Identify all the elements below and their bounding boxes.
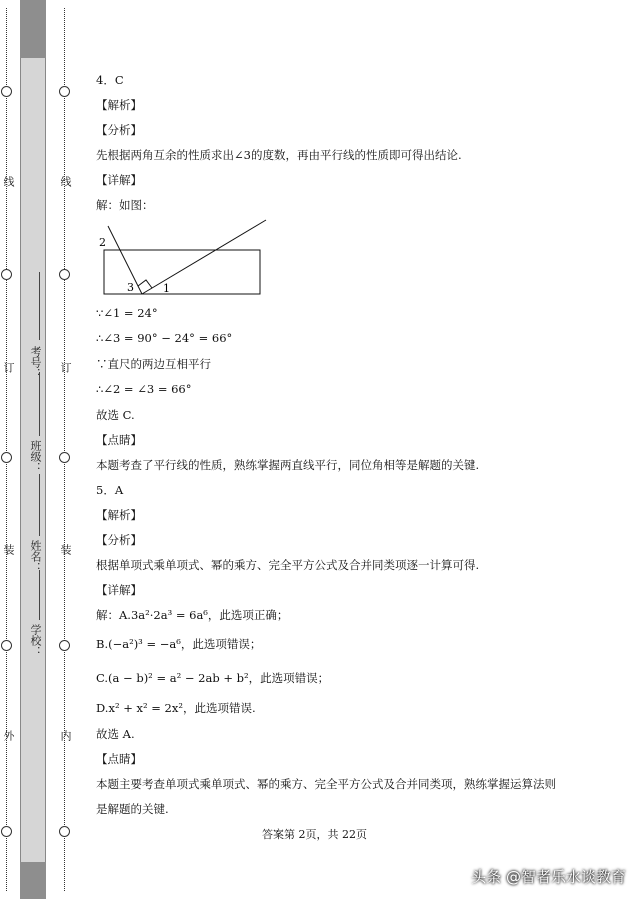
q5-fenxi-label: 【分析】 (96, 533, 142, 547)
q4-step-1: ∵∠1 = 24° (96, 306, 158, 320)
q5-choose: 故选 A. (96, 727, 135, 741)
binding-hole-circle (59, 86, 70, 97)
binding-hole-circle (59, 452, 70, 463)
q4-fenxi-label: 【分析】 (96, 123, 142, 137)
q4-step-2: ∴∠3 = 90° − 24° = 66° (96, 331, 233, 345)
angle-label-1: 1 (163, 282, 170, 295)
q5-dianjing-label: 【点睛】 (96, 752, 142, 766)
binding-hole-circle (59, 826, 70, 837)
binding-bar-bottom (20, 862, 46, 899)
field-line-name (39, 474, 40, 536)
q4-xiangjie-label: 【详解】 (96, 173, 142, 187)
q5-dianjing-text-2: 是解题的关键. (96, 802, 169, 816)
mark-left-zhuang: 装 (2, 544, 15, 555)
field-label-school: 学校： (29, 624, 42, 657)
binding-hole-circle (1, 86, 12, 97)
q5-dianjing-text-1: 本题主要考查单项式乘单项式、幂的乘方、完全平方公式及合并同类项，熟练掌握运算法则 (96, 777, 556, 791)
binding-margin (0, 0, 78, 899)
binding-hole-circle (1, 826, 12, 837)
angle-label-2: 2 (99, 236, 106, 249)
ruler-angle-figure (96, 214, 286, 300)
dotted-cut-line-inner (64, 8, 65, 891)
q5-jiexi-label: 【解析】 (96, 508, 142, 522)
q4-dianjing-text: 本题考查了平行线的性质，熟练掌握两直线平行，同位角相等是解题的关键. (96, 458, 480, 472)
q4-step-4: ∴∠2 = ∠3 = 66° (96, 382, 192, 396)
q4-number: 4．C (96, 73, 124, 87)
binding-bar-top (20, 0, 46, 58)
mark-right-nei: 内 (59, 730, 72, 741)
mark-right-zhuang: 装 (59, 544, 72, 555)
q5-option-b: B.(−a²)³ = −a⁶，此选项错误； (96, 637, 262, 651)
q5-fenxi-text: 根据单项式乘单项式、幂的乘方、完全平方公式及合并同类项逐一计算可得. (96, 558, 480, 572)
triangle-side-right (142, 220, 266, 294)
q5-number: 5．A (96, 483, 124, 497)
mark-right-xian: 线 (59, 176, 72, 187)
triangle-side-left (108, 226, 142, 294)
q5-option-d: D.x² + x² = 2x²，此选项错误. (96, 701, 256, 715)
mark-left-wai: 外 (2, 730, 15, 741)
q4-jiexi-label: 【解析】 (96, 98, 142, 112)
field-line-school (39, 570, 40, 620)
mark-right-ding: 订 (59, 362, 72, 373)
field-label-name: 姓名： (29, 540, 42, 573)
binding-hole-circle (59, 269, 70, 280)
field-line-exam-number (39, 272, 40, 340)
mark-left-xian: 线 (2, 176, 15, 187)
q5-xiangjie-label: 【详解】 (96, 583, 142, 597)
q5-option-a: 解：A.3a²·2a³ = 6a⁶，此选项正确； (96, 608, 289, 622)
watermark: 头条 @智者乐水谈教育 (471, 868, 626, 886)
binding-hole-circle (1, 640, 12, 651)
binding-hole-circle (1, 269, 12, 280)
q4-fenxi-text: 先根据两角互余的性质求出∠3的度数，再由平行线的性质即可得出结论. (96, 148, 462, 162)
q4-dianjing-label: 【点睛】 (96, 433, 142, 447)
binding-hole-circle (59, 640, 70, 651)
page-footer: 答案第 2页，共 22页 (262, 828, 367, 841)
q5-option-c: C.(a − b)² = a² − 2ab + b²，此选项错误； (96, 671, 330, 685)
field-label-class: 班级： (29, 440, 42, 473)
field-line-class (39, 372, 40, 436)
field-label-exam-number: 考号： (29, 346, 42, 379)
q4-choose: 故选 C. (96, 408, 135, 422)
q4-step-3: ∵直尺的两边互相平行 (96, 357, 211, 371)
dotted-cut-line-outer (6, 8, 7, 891)
angle-label-3: 3 (127, 281, 134, 294)
binding-hole-circle (1, 452, 12, 463)
mark-left-ding: 订 (2, 362, 15, 373)
right-angle-mark (138, 280, 152, 288)
q4-jie-text: 解：如图： (96, 198, 154, 212)
